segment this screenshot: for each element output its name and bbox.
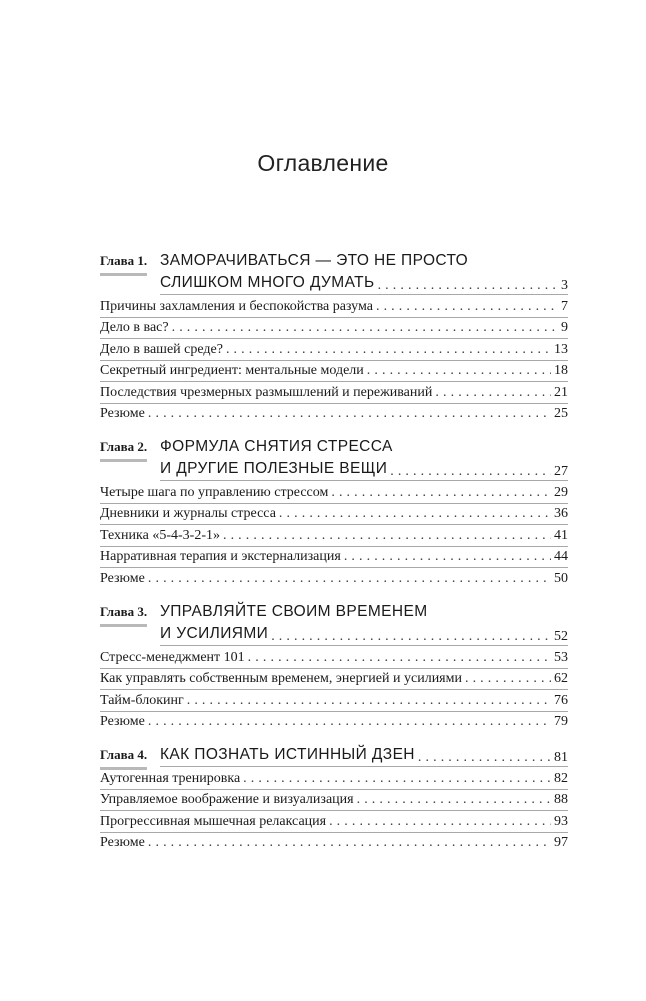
page-number: 88 <box>554 792 568 807</box>
page-number: 44 <box>554 549 568 564</box>
toc-entry[interactable] <box>100 712 568 733</box>
chapter-2 <box>100 436 568 589</box>
chapter-title-line1: ФОРМУЛА СНЯТИЯ СТРЕССА <box>160 438 393 455</box>
leader-dots <box>357 790 551 810</box>
chapter-title-line2 <box>160 272 568 295</box>
entry-title: Прогрессивная мышечная релаксация <box>100 813 327 829</box>
chapter-1 <box>100 250 568 424</box>
leader-dots <box>465 669 551 689</box>
page-number: 62 <box>554 671 568 686</box>
toc-entry[interactable] <box>100 339 568 361</box>
entry-title: Нарративная терапия и экстернализация <box>100 549 341 564</box>
leader-dots <box>223 526 551 546</box>
leader-dots <box>435 383 551 403</box>
toc-entry[interactable] <box>100 669 568 691</box>
page-number: 13 <box>554 341 568 357</box>
leader-dots <box>148 712 551 732</box>
chapter-heading[interactable] <box>100 436 568 482</box>
chapter-title-text: И ДРУГИЕ ПОЛЕЗНЫЕ ВЕЩИ <box>160 460 388 477</box>
page-number: 29 <box>554 484 568 500</box>
page-number: 18 <box>554 363 568 378</box>
toc-entry[interactable] <box>100 296 568 318</box>
toc-entry[interactable] <box>100 768 568 790</box>
chapter-label: Глава 4. <box>100 744 147 770</box>
entry-list <box>100 482 568 589</box>
leader-dots <box>418 750 551 766</box>
page-number: 76 <box>554 692 568 708</box>
chapter-title-text: СЛИШКОМ МНОГО ДУМАТЬ <box>160 274 375 291</box>
leader-dots <box>148 833 551 853</box>
page-number: 97 <box>554 835 568 850</box>
chapter-title-text: КАК ПОЗНАТЬ ИСТИННЫЙ ДЗЕН <box>160 746 415 763</box>
page-number: 7 <box>561 298 568 314</box>
chapter-label: Глава 2. <box>100 436 147 462</box>
toc-entry[interactable] <box>100 568 568 589</box>
leader-dots <box>378 278 558 294</box>
entry-title: Резюме <box>100 835 145 850</box>
entry-title: Резюме <box>100 406 145 421</box>
entry-title: Как управлять собственным временем, энергией и усилиями <box>100 671 462 686</box>
leader-dots <box>187 691 551 711</box>
page-number: 9 <box>561 320 568 335</box>
leader-dots <box>344 547 551 567</box>
toc-entry[interactable] <box>100 382 568 404</box>
toc-entry[interactable] <box>100 811 568 833</box>
toc-entry[interactable] <box>100 547 568 569</box>
leader-dots <box>148 404 551 424</box>
page-number: 36 <box>554 506 568 521</box>
chapter-label: Глава 3. <box>100 601 147 627</box>
leader-dots <box>329 812 551 832</box>
page-number: 53 <box>554 649 568 665</box>
page-number: 50 <box>554 570 568 586</box>
toc-entry[interactable] <box>100 647 568 669</box>
leader-dots <box>367 361 551 381</box>
entry-title: Техника «5-4-3-2-1» <box>100 527 220 543</box>
toc-entry[interactable] <box>100 482 568 504</box>
page-number: 25 <box>554 406 568 421</box>
chapter-label: Глава 1. <box>100 250 147 276</box>
entry-title: Аутогенная тренировка <box>100 770 241 786</box>
toc-entry[interactable] <box>100 361 568 383</box>
toc-entry[interactable] <box>100 318 568 340</box>
entry-title: Резюме <box>100 570 145 586</box>
entry-title: Дело в вашей среде? <box>100 341 223 357</box>
page-number: 52 <box>554 629 568 644</box>
leader-dots <box>279 504 551 524</box>
chapter-title-line2 <box>160 623 568 646</box>
page-number: 93 <box>554 813 568 829</box>
chapter-title-line1 <box>160 744 568 767</box>
leader-dots <box>243 769 551 789</box>
chapter-3 <box>100 601 568 732</box>
entry-title: Секретный ингредиент: ментальные модели <box>100 363 364 378</box>
page-number: 27 <box>554 464 568 479</box>
leader-dots <box>172 318 558 338</box>
page-number: 3 <box>561 278 568 293</box>
toc-entry[interactable] <box>100 525 568 547</box>
page-number: 81 <box>554 750 568 765</box>
leader-dots <box>248 648 551 668</box>
toc-entry[interactable] <box>100 690 568 712</box>
toc-entry[interactable] <box>100 504 568 526</box>
leader-dots <box>148 569 551 589</box>
page-number: 21 <box>554 384 568 400</box>
page-title: Оглавление <box>257 150 389 176</box>
toc-entry[interactable] <box>100 833 568 854</box>
leader-dots <box>390 464 551 480</box>
chapter-heading[interactable] <box>100 601 568 647</box>
entry-list <box>100 296 568 424</box>
leader-dots <box>376 297 558 317</box>
entry-title: Тайм-блокинг <box>100 692 184 708</box>
leader-dots <box>271 629 551 645</box>
chapter-heading[interactable] <box>100 250 568 296</box>
entry-list <box>100 768 568 853</box>
chapter-title-line2 <box>160 458 568 481</box>
leader-dots <box>331 483 551 503</box>
toc-entry[interactable] <box>100 790 568 812</box>
chapter-4 <box>100 744 568 853</box>
chapter-title-line1: УПРАВЛЯЙТЕ СВОИМ ВРЕМЕНЕМ <box>160 603 428 620</box>
entry-list <box>100 647 568 732</box>
entry-title: Дневники и журналы стресса <box>100 506 276 521</box>
page-number: 82 <box>554 770 568 786</box>
entry-title: Причины захламления и беспокойства разума <box>100 298 373 314</box>
leader-dots <box>226 340 551 360</box>
chapter-title-text: И УСИЛИЯМИ <box>160 625 269 642</box>
chapter-title-line1: ЗАМОРАЧИВАТЬСЯ — ЭТО НЕ ПРОСТО <box>160 252 469 269</box>
page-number: 79 <box>554 714 568 729</box>
entry-title: Дело в вас? <box>100 320 169 335</box>
entry-title: Последствия чрезмерных размышлений и переживаний <box>100 384 433 400</box>
entry-title: Резюме <box>100 714 145 729</box>
entry-title: Управляемое воображение и визуализация <box>100 792 354 807</box>
toc-entry[interactable] <box>100 404 568 425</box>
page-number: 41 <box>554 527 568 543</box>
chapter-heading[interactable] <box>100 744 568 768</box>
entry-title: Стресс-менеджмент 101 <box>100 649 245 665</box>
entry-title: Четыре шага по управлению стрессом <box>100 484 329 500</box>
